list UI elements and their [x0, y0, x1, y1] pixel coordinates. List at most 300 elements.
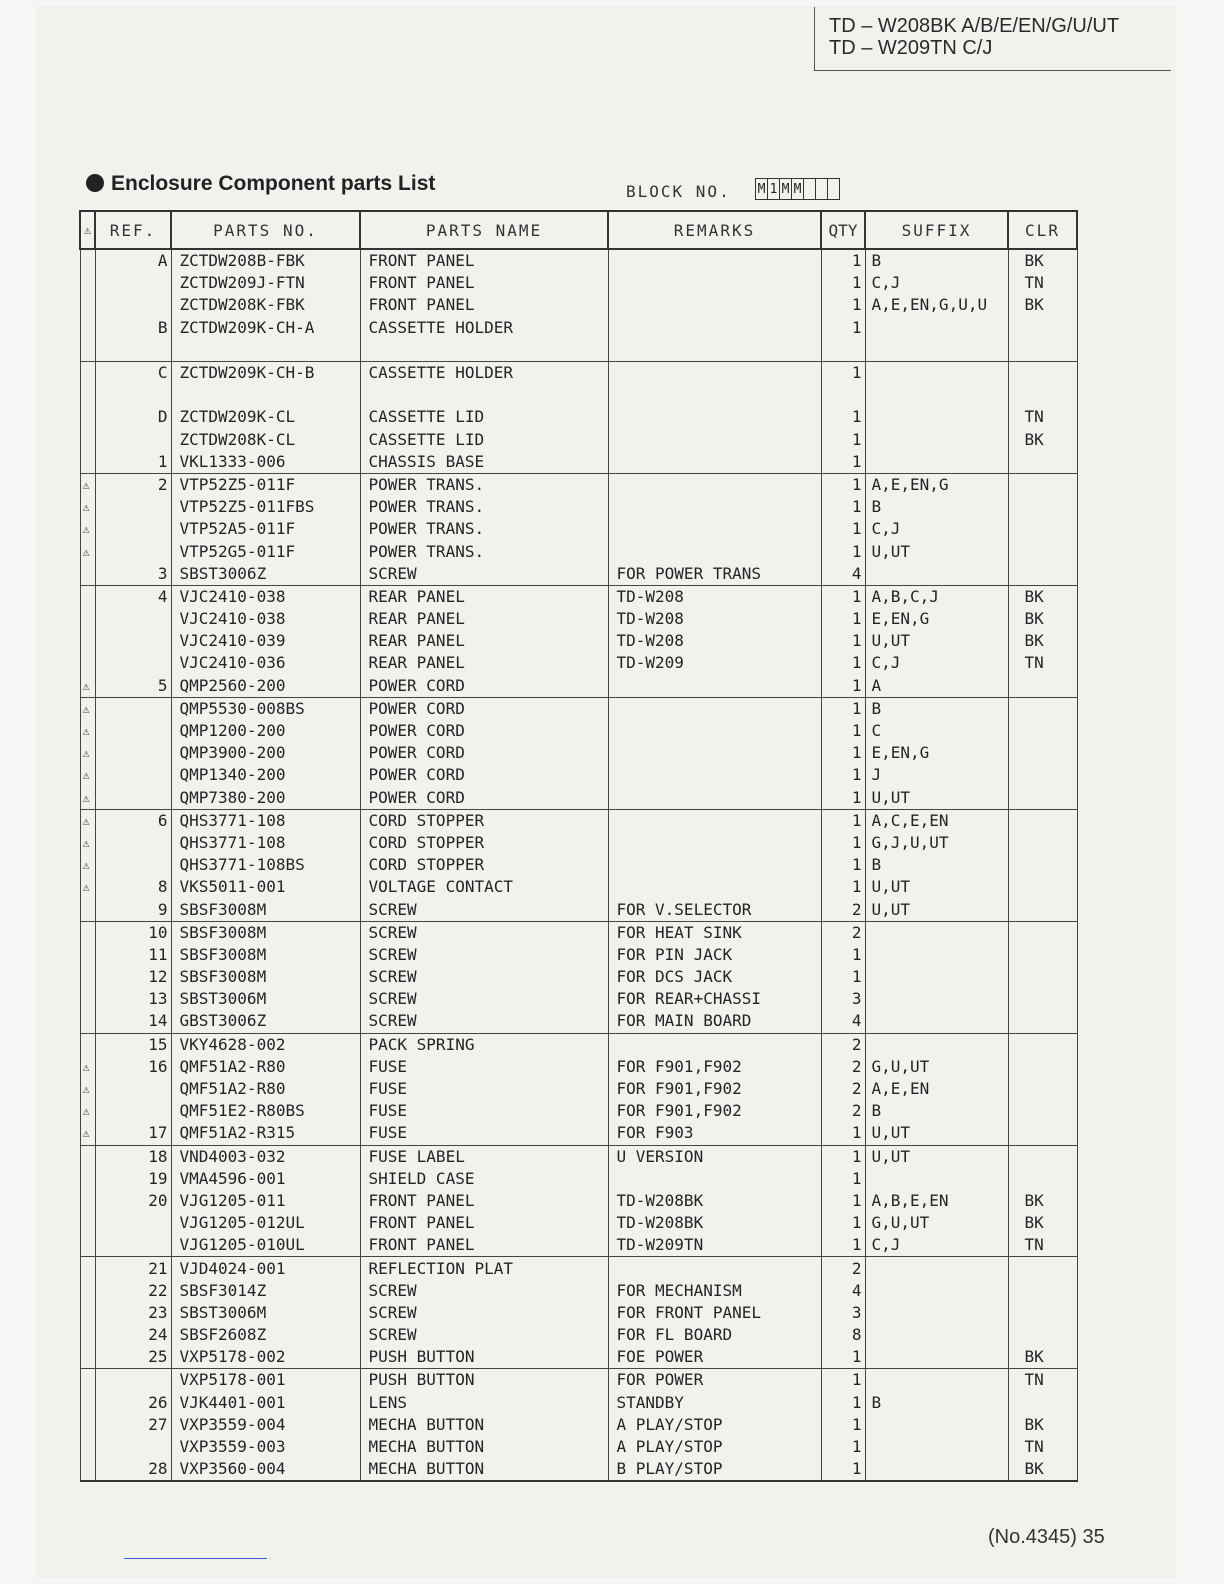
part-no-cell: VKY4628-002 — [171, 1033, 360, 1056]
qty-cell: 1 — [821, 1458, 865, 1481]
clr-cell — [1008, 496, 1077, 518]
suffix-cell: B — [865, 1100, 1008, 1122]
part-name-cell: CASSETTE LID — [360, 406, 608, 428]
suffix-cell — [865, 1458, 1008, 1481]
clr-cell: BK — [1008, 1212, 1077, 1234]
safety-mark — [80, 1168, 95, 1190]
remarks-cell: TD-W208 — [608, 630, 821, 652]
part-name-cell: FUSE LABEL — [360, 1145, 608, 1168]
suffix-cell: B — [865, 249, 1008, 272]
part-name-cell: POWER CORD — [360, 697, 608, 720]
part-name-cell: REAR PANEL — [360, 630, 608, 652]
qty-cell: 1 — [821, 406, 865, 428]
suffix-cell: C,J — [865, 652, 1008, 674]
qty-cell: 1 — [821, 294, 865, 316]
part-no-cell: SBSF3008M — [171, 921, 360, 944]
safety-mark — [80, 406, 95, 428]
remarks-cell: FOR F901,F902 — [608, 1078, 821, 1100]
safety-mark — [80, 563, 95, 586]
suffix-cell: A,B,C,J — [865, 585, 1008, 608]
safety-mark — [80, 339, 95, 362]
clr-cell — [1008, 1078, 1077, 1100]
safety-mark — [80, 1190, 95, 1212]
clr-cell: BK — [1008, 1346, 1077, 1369]
part-name-cell: FUSE — [360, 1122, 608, 1145]
qty-cell: 1 — [821, 361, 865, 384]
ref-cell — [95, 518, 171, 540]
block-code-box: M — [780, 178, 792, 200]
remarks-cell — [608, 384, 821, 406]
table-row — [80, 361, 1077, 384]
block-code-box — [816, 178, 828, 200]
suffix-cell — [865, 1436, 1008, 1458]
parts-table-body — [80, 249, 1077, 1481]
block-code-box: M — [755, 178, 768, 200]
clr-cell: TN — [1008, 1234, 1077, 1257]
suffix-cell: A,B,E,EN — [865, 1190, 1008, 1212]
ref-cell — [95, 1436, 171, 1458]
safety-mark — [80, 1436, 95, 1458]
safety-mark — [80, 294, 95, 316]
table-row — [80, 451, 1077, 474]
header-safety: ⚠ — [80, 211, 95, 249]
part-name-cell — [360, 339, 608, 362]
suffix-cell: G,U,UT — [865, 1056, 1008, 1078]
remarks-cell: FOR DCS JACK — [608, 966, 821, 988]
header-clr: CLR — [1008, 211, 1077, 249]
part-no-cell: ZCTDW209J-FTN — [171, 272, 360, 294]
block-code-boxes — [755, 178, 840, 200]
part-name-cell: CORD STOPPER — [360, 809, 608, 832]
part-no-cell: VJC2410-038 — [171, 585, 360, 608]
suffix-cell — [865, 451, 1008, 474]
remarks-cell: TD-W209TN — [608, 1234, 821, 1257]
remarks-cell — [608, 249, 821, 272]
suffix-cell — [865, 317, 1008, 339]
safety-mark: ⚠ — [80, 496, 95, 518]
qty-cell: 2 — [821, 1056, 865, 1078]
part-no-cell: ZCTDW208K-CL — [171, 429, 360, 451]
part-no-cell: SBST3006M — [171, 1302, 360, 1324]
table-row — [80, 384, 1077, 406]
header-ref: REF. — [95, 211, 171, 249]
qty-cell: 1 — [821, 1212, 865, 1234]
qty-cell: 1 — [821, 1122, 865, 1145]
qty-cell: 1 — [821, 652, 865, 674]
ref-cell: A — [95, 249, 171, 272]
clr-cell — [1008, 675, 1077, 698]
clr-cell — [1008, 742, 1077, 764]
table-row — [80, 809, 1077, 832]
qty-cell: 2 — [821, 898, 865, 921]
safety-mark — [80, 1302, 95, 1324]
part-no-cell: VKL1333-006 — [171, 451, 360, 474]
part-no-cell: ZCTDW208K-FBK — [171, 294, 360, 316]
part-no-cell: VTP52A5-011F — [171, 518, 360, 540]
part-no-cell: VTP52G5-011F — [171, 540, 360, 562]
safety-mark — [80, 249, 95, 272]
safety-mark — [80, 1414, 95, 1436]
safety-mark — [80, 1212, 95, 1234]
table-row — [80, 697, 1077, 720]
safety-mark: ⚠ — [80, 1078, 95, 1100]
ref-cell: 17 — [95, 1122, 171, 1145]
part-no-cell: SBST3006Z — [171, 563, 360, 586]
part-name-cell: SCREW — [360, 988, 608, 1010]
remarks-cell — [608, 473, 821, 496]
part-name-cell: SCREW — [360, 898, 608, 921]
part-name-cell: SCREW — [360, 921, 608, 944]
qty-cell: 1 — [821, 473, 865, 496]
suffix-cell: U,UT — [865, 876, 1008, 898]
qty-cell: 2 — [821, 1033, 865, 1056]
table-row — [80, 608, 1077, 630]
clr-cell — [1008, 1392, 1077, 1414]
remarks-cell — [608, 876, 821, 898]
suffix-cell — [865, 361, 1008, 384]
ref-cell: 12 — [95, 966, 171, 988]
safety-mark: ⚠ — [80, 518, 95, 540]
safety-mark: ⚠ — [80, 697, 95, 720]
qty-cell: 1 — [821, 518, 865, 540]
safety-mark — [80, 361, 95, 384]
part-name-cell: LENS — [360, 1392, 608, 1414]
ref-cell — [95, 429, 171, 451]
part-name-cell: SHIELD CASE — [360, 1168, 608, 1190]
remarks-cell — [608, 764, 821, 786]
qty-cell: 1 — [821, 697, 865, 720]
safety-mark: ⚠ — [80, 742, 95, 764]
page-number: (No.4345) 35 — [988, 1526, 1105, 1548]
safety-mark: ⚠ — [80, 764, 95, 786]
suffix-cell: A,E,EN — [865, 1078, 1008, 1100]
table-row — [80, 1190, 1077, 1212]
table-row — [80, 1436, 1077, 1458]
clr-cell — [1008, 809, 1077, 832]
qty-cell: 1 — [821, 1392, 865, 1414]
part-name-cell: CASSETTE HOLDER — [360, 317, 608, 339]
part-name-cell: REAR PANEL — [360, 608, 608, 630]
part-name-cell: SCREW — [360, 563, 608, 586]
remarks-cell — [608, 272, 821, 294]
table-row — [80, 406, 1077, 428]
suffix-cell — [865, 1280, 1008, 1302]
part-name-cell: MECHA BUTTON — [360, 1458, 608, 1481]
table-row — [80, 944, 1077, 966]
header-part-name: PARTS NAME — [360, 211, 608, 249]
remarks-cell: TD-W208BK — [608, 1190, 821, 1212]
clr-cell — [1008, 1100, 1077, 1122]
part-name-cell: FRONT PANEL — [360, 1190, 608, 1212]
table-row — [80, 429, 1077, 451]
part-name-cell: CASSETTE HOLDER — [360, 361, 608, 384]
part-no-cell: QHS3771-108 — [171, 809, 360, 832]
part-name-cell: CORD STOPPER — [360, 832, 608, 854]
part-no-cell: QMP3900-200 — [171, 742, 360, 764]
table-row — [80, 966, 1077, 988]
table-row — [80, 1280, 1077, 1302]
qty-cell: 4 — [821, 1280, 865, 1302]
safety-mark — [80, 988, 95, 1010]
ref-cell: D — [95, 406, 171, 428]
clr-cell — [1008, 540, 1077, 562]
ref-cell — [95, 787, 171, 810]
qty-cell: 1 — [821, 1190, 865, 1212]
part-name-cell: SCREW — [360, 966, 608, 988]
suffix-cell — [865, 966, 1008, 988]
part-no-cell: VXP5178-002 — [171, 1346, 360, 1369]
remarks-cell — [608, 742, 821, 764]
part-name-cell: FRONT PANEL — [360, 294, 608, 316]
ref-cell — [95, 1234, 171, 1257]
suffix-cell — [865, 384, 1008, 406]
suffix-cell: U,UT — [865, 1122, 1008, 1145]
remarks-cell — [608, 294, 821, 316]
ref-cell — [95, 294, 171, 316]
table-row — [80, 742, 1077, 764]
clr-cell — [1008, 876, 1077, 898]
qty-cell: 1 — [821, 608, 865, 630]
table-row — [80, 787, 1077, 810]
clr-cell — [1008, 451, 1077, 474]
safety-mark — [80, 652, 95, 674]
safety-mark — [80, 630, 95, 652]
part-no-cell: VTP52Z5-011F — [171, 473, 360, 496]
remarks-cell — [608, 832, 821, 854]
part-no-cell: QMF51E2-R80BS — [171, 1100, 360, 1122]
ref-cell: 14 — [95, 1010, 171, 1033]
part-name-cell: PUSH BUTTON — [360, 1369, 608, 1392]
suffix-cell — [865, 339, 1008, 362]
ref-cell — [95, 1100, 171, 1122]
clr-cell: BK — [1008, 1414, 1077, 1436]
part-name-cell: CASSETTE LID — [360, 429, 608, 451]
clr-cell — [1008, 854, 1077, 876]
table-row — [80, 317, 1077, 339]
qty-cell: 1 — [821, 585, 865, 608]
block-code-box — [804, 178, 816, 200]
suffix-cell: G,J,U,UT — [865, 832, 1008, 854]
part-name-cell: POWER TRANS. — [360, 518, 608, 540]
part-no-cell: VXP3559-004 — [171, 1414, 360, 1436]
part-no-cell: SBSF2608Z — [171, 1324, 360, 1346]
table-row — [80, 764, 1077, 786]
remarks-cell — [608, 518, 821, 540]
remarks-cell — [608, 787, 821, 810]
safety-mark — [80, 608, 95, 630]
part-no-cell — [171, 384, 360, 406]
part-name-cell: FRONT PANEL — [360, 1212, 608, 1234]
qty-cell: 4 — [821, 563, 865, 586]
ref-cell — [95, 1369, 171, 1392]
table-row — [80, 720, 1077, 742]
safety-mark: ⚠ — [80, 787, 95, 810]
safety-mark: ⚠ — [80, 854, 95, 876]
qty-cell: 1 — [821, 630, 865, 652]
part-name-cell: FUSE — [360, 1056, 608, 1078]
table-row — [80, 1324, 1077, 1346]
model-line-2: TD – W209TN C/J — [829, 37, 993, 59]
ref-cell: 9 — [95, 898, 171, 921]
suffix-cell — [865, 1302, 1008, 1324]
table-row — [80, 1033, 1077, 1056]
part-no-cell: VJK4401-001 — [171, 1392, 360, 1414]
qty-cell: 2 — [821, 921, 865, 944]
ref-cell: 16 — [95, 1056, 171, 1078]
clr-cell — [1008, 787, 1077, 810]
table-row — [80, 540, 1077, 562]
ref-cell: 23 — [95, 1302, 171, 1324]
qty-cell: 1 — [821, 1346, 865, 1369]
clr-cell — [1008, 988, 1077, 1010]
part-no-cell: QMF51A2-R80 — [171, 1078, 360, 1100]
suffix-cell — [865, 1257, 1008, 1280]
safety-mark — [80, 1458, 95, 1481]
ref-cell: 27 — [95, 1414, 171, 1436]
block-code-box: M — [792, 178, 804, 200]
safety-mark — [80, 585, 95, 608]
part-name-cell: POWER CORD — [360, 787, 608, 810]
part-name-cell: FUSE — [360, 1100, 608, 1122]
table-row — [80, 294, 1077, 316]
part-no-cell: VKS5011-001 — [171, 876, 360, 898]
part-name-cell: SCREW — [360, 1324, 608, 1346]
ref-cell — [95, 697, 171, 720]
section-title — [86, 172, 435, 196]
remarks-cell: FOR FL BOARD — [608, 1324, 821, 1346]
table-row — [80, 1414, 1077, 1436]
part-name-cell: REFLECTION PLAT — [360, 1257, 608, 1280]
ref-cell: 3 — [95, 563, 171, 586]
qty-cell: 1 — [821, 1436, 865, 1458]
part-no-cell: QMP5530-008BS — [171, 697, 360, 720]
part-name-cell: SCREW — [360, 1280, 608, 1302]
ref-cell — [95, 1078, 171, 1100]
ref-cell: 21 — [95, 1257, 171, 1280]
qty-cell: 8 — [821, 1324, 865, 1346]
remarks-cell: FOR FRONT PANEL — [608, 1302, 821, 1324]
remarks-cell: TD-W208 — [608, 608, 821, 630]
table-row — [80, 898, 1077, 921]
suffix-cell: A — [865, 675, 1008, 698]
part-name-cell: SCREW — [360, 1302, 608, 1324]
clr-cell — [1008, 1302, 1077, 1324]
clr-cell — [1008, 1056, 1077, 1078]
part-name-cell: FUSE — [360, 1078, 608, 1100]
clr-cell — [1008, 1280, 1077, 1302]
remarks-cell: FOR V.SELECTOR — [608, 898, 821, 921]
safety-mark: ⚠ — [80, 720, 95, 742]
suffix-cell: G,U,UT — [865, 1212, 1008, 1234]
table-row — [80, 1257, 1077, 1280]
suffix-cell: U,UT — [865, 898, 1008, 921]
clr-cell — [1008, 361, 1077, 384]
model-header — [814, 7, 1171, 71]
qty-cell: 1 — [821, 720, 865, 742]
remarks-cell: STANDBY — [608, 1392, 821, 1414]
remarks-cell: FOR POWER — [608, 1369, 821, 1392]
safety-mark: ⚠ — [80, 675, 95, 698]
part-no-cell: QMP1340-200 — [171, 764, 360, 786]
suffix-cell: U,UT — [865, 787, 1008, 810]
qty-cell: 2 — [821, 1078, 865, 1100]
part-name-cell: MECHA BUTTON — [360, 1414, 608, 1436]
safety-mark: ⚠ — [80, 809, 95, 832]
clr-cell — [1008, 944, 1077, 966]
safety-mark: ⚠ — [80, 1122, 95, 1145]
part-name-cell: REAR PANEL — [360, 652, 608, 674]
ref-cell — [95, 272, 171, 294]
remarks-cell: FOR HEAT SINK — [608, 921, 821, 944]
qty-cell: 3 — [821, 1302, 865, 1324]
part-no-cell: SBSF3008M — [171, 898, 360, 921]
table-row — [80, 832, 1077, 854]
clr-cell — [1008, 1257, 1077, 1280]
part-name-cell: POWER TRANS. — [360, 496, 608, 518]
clr-cell — [1008, 697, 1077, 720]
ref-cell — [95, 652, 171, 674]
remarks-cell: TD-W208 — [608, 585, 821, 608]
block-code-box: 1 — [768, 178, 780, 200]
clr-cell — [1008, 1324, 1077, 1346]
safety-mark — [80, 1280, 95, 1302]
table-row — [80, 518, 1077, 540]
ref-cell — [95, 742, 171, 764]
table-row — [80, 921, 1077, 944]
safety-mark — [80, 1392, 95, 1414]
part-name-cell: POWER CORD — [360, 720, 608, 742]
remarks-cell — [608, 339, 821, 362]
ref-cell — [95, 630, 171, 652]
block-no-label: BLOCK NO. — [626, 182, 731, 201]
ref-cell: 4 — [95, 585, 171, 608]
suffix-cell: U,UT — [865, 540, 1008, 562]
ref-cell — [95, 540, 171, 562]
part-no-cell: QMP1200-200 — [171, 720, 360, 742]
part-name-cell: PACK SPRING — [360, 1033, 608, 1056]
qty-cell: 1 — [821, 764, 865, 786]
ref-cell: 11 — [95, 944, 171, 966]
part-name-cell: POWER CORD — [360, 675, 608, 698]
part-no-cell: SBSF3014Z — [171, 1280, 360, 1302]
qty-cell — [821, 339, 865, 362]
table-row — [80, 496, 1077, 518]
qty-cell: 1 — [821, 496, 865, 518]
safety-mark — [80, 1145, 95, 1168]
clr-cell — [1008, 921, 1077, 944]
remarks-cell — [608, 406, 821, 428]
part-no-cell: VMA4596-001 — [171, 1168, 360, 1190]
part-no-cell: SBSF3008M — [171, 966, 360, 988]
part-no-cell: QMP2560-200 — [171, 675, 360, 698]
suffix-cell: U,UT — [865, 1145, 1008, 1168]
part-name-cell: FRONT PANEL — [360, 249, 608, 272]
part-no-cell: GBST3006Z — [171, 1010, 360, 1033]
safety-mark — [80, 317, 95, 339]
table-row — [80, 1100, 1077, 1122]
remarks-cell — [608, 451, 821, 474]
suffix-cell: E,EN,G — [865, 742, 1008, 764]
clr-cell — [1008, 764, 1077, 786]
qty-cell: 1 — [821, 809, 865, 832]
suffix-cell — [865, 1033, 1008, 1056]
ref-cell: 25 — [95, 1346, 171, 1369]
clr-cell: TN — [1008, 406, 1077, 428]
part-name-cell: VOLTAGE CONTACT — [360, 876, 608, 898]
remarks-cell — [608, 429, 821, 451]
part-no-cell: VJD4024-001 — [171, 1257, 360, 1280]
footer-rule — [124, 1558, 267, 1559]
